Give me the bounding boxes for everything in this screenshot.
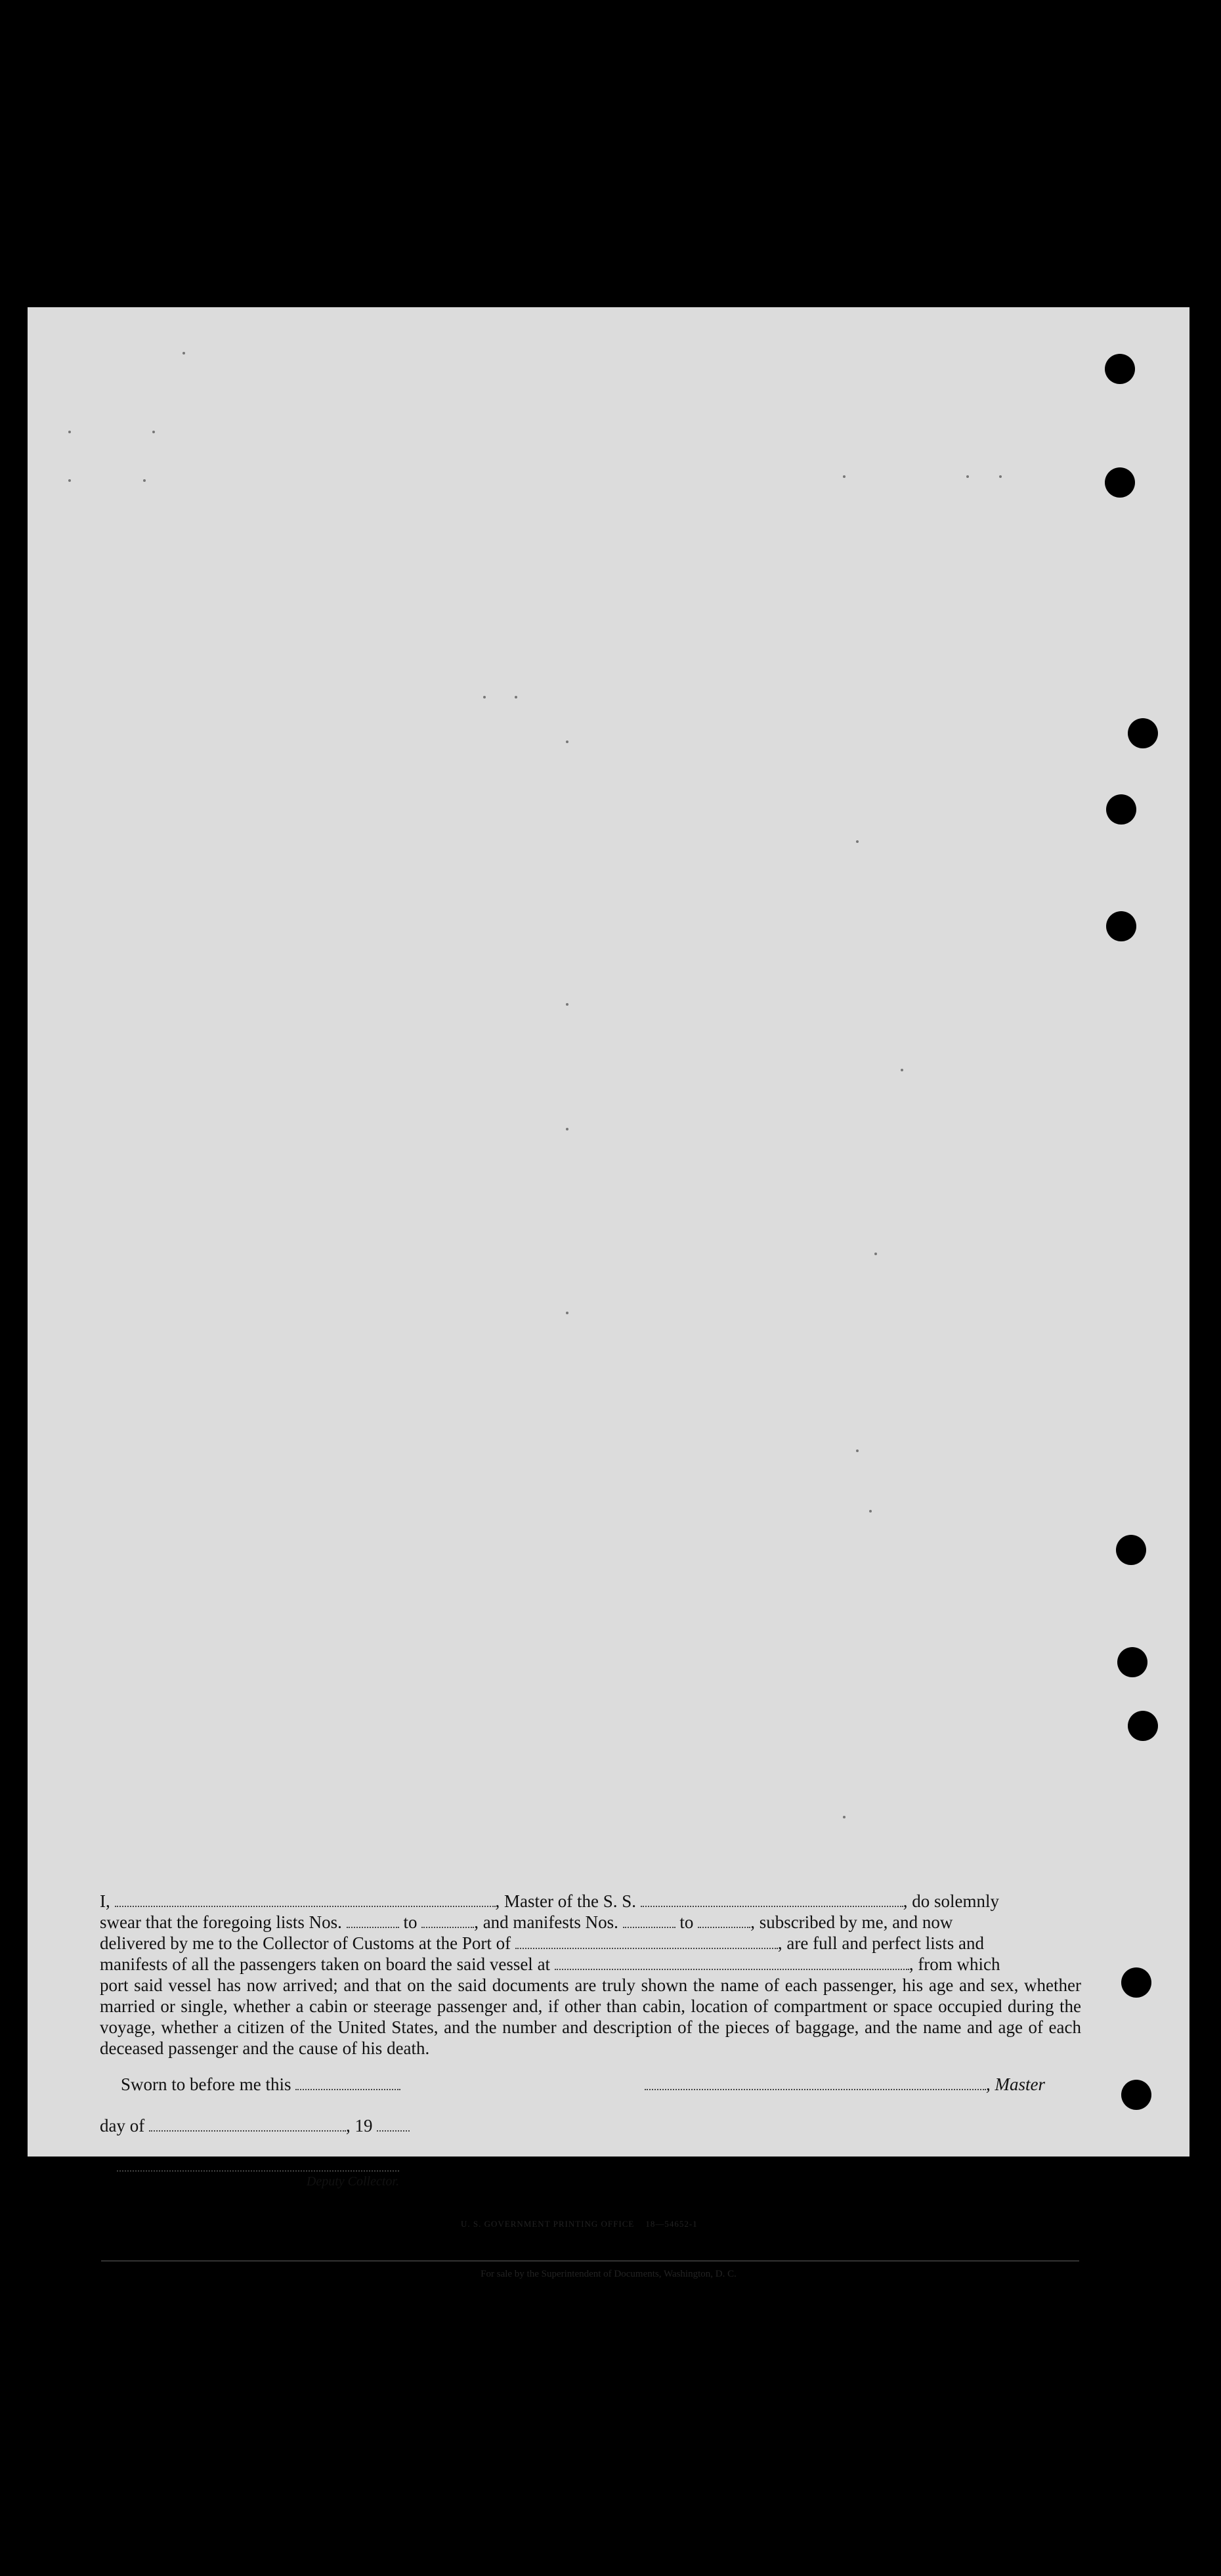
- paper-speck: [566, 741, 568, 743]
- oath-master-label: , Master of the S. S.: [495, 1891, 636, 1911]
- punch-hole: [1116, 1535, 1146, 1565]
- lists-from-blank[interactable]: [347, 1915, 399, 1928]
- year-blank[interactable]: [377, 2118, 410, 2132]
- paper-speck: [68, 431, 71, 433]
- date-row: [100, 2116, 410, 2136]
- master-oath: [100, 1891, 1081, 2059]
- paper-speck: [901, 1069, 903, 1071]
- oath-to-label: to: [403, 1912, 418, 1932]
- form-sheet: [28, 307, 1189, 2279]
- form-number: 18—54652-1: [645, 2219, 698, 2229]
- paper-speck: [843, 1816, 846, 1818]
- oath-body: port said vessel has now arrived; and that on the said documents are truly shown the name of each passenger, his age and sex, whether married or single, whether a cabin or steerage passenger and, if other than cabin, location of compartment or space occupied during the voyage, whether a citizen of the United States, and the number and description of the pieces of baggage, and the name and age of each deceased passenger and the cause of his death.: [100, 1975, 1081, 2058]
- master-label: , Master: [986, 2074, 1045, 2094]
- oath-line-2: [100, 1912, 1081, 1933]
- departure-port-blank[interactable]: [555, 1957, 909, 1970]
- paper-speck: [856, 840, 859, 843]
- oath-port-label: delivered by me to the Collector of Customs at the Port of: [100, 1933, 511, 1953]
- printer-imprint: [461, 2219, 698, 2229]
- oath-i-label: I,: [100, 1891, 110, 1911]
- oath-vessel-at-label: manifests of all the passengers taken on board the said vessel at: [100, 1954, 551, 1974]
- punch-hole: [1128, 718, 1158, 748]
- punch-hole: [1106, 911, 1136, 941]
- paper-speck: [843, 475, 846, 478]
- paper-speck: [999, 475, 1002, 478]
- paper-speck: [566, 1003, 568, 1006]
- punch-hole: [1121, 2080, 1151, 2110]
- printer-note: U. S. GOVERNMENT PRINTING OFFICE: [461, 2219, 635, 2229]
- vessel-name-blank[interactable]: [641, 1894, 903, 1907]
- master-signature-blank[interactable]: [645, 2077, 986, 2090]
- master-name-blank[interactable]: [115, 1894, 496, 1907]
- punch-hole: [1106, 794, 1136, 825]
- oath-to-label-2: to: [679, 1912, 694, 1932]
- paper-speck: [68, 479, 71, 482]
- sworn-row: [121, 2074, 400, 2095]
- year-label: , 19: [345, 2116, 373, 2136]
- oath-subscribed-label: , subscribed by me, and now: [750, 1912, 953, 1932]
- paper-speck: [566, 1128, 568, 1130]
- paper-speck: [182, 352, 185, 354]
- deputy-collector-label: Deputy Collector.: [306, 2174, 399, 2189]
- paper-speck: [143, 479, 146, 482]
- punch-hole: [1117, 1647, 1147, 1677]
- paper-speck: [874, 1253, 877, 1255]
- sworn-label: Sworn to before me this: [121, 2074, 291, 2094]
- port-blank[interactable]: [515, 1936, 778, 1949]
- month-blank[interactable]: [149, 2118, 346, 2132]
- lists-to-blank[interactable]: [421, 1915, 474, 1928]
- oath-manifests-label: , and manifests Nos.: [474, 1912, 618, 1932]
- paper-speck: [966, 475, 969, 478]
- oath-line-4: [100, 1954, 1081, 1975]
- oath-line-1: [100, 1891, 1081, 1912]
- punch-hole: [1105, 354, 1135, 384]
- deputy-signature-blank[interactable]: [117, 2158, 399, 2172]
- paper-speck: [483, 696, 486, 698]
- oath-from-which-label: , from which: [909, 1954, 1000, 1974]
- punch-hole: [1128, 1711, 1158, 1741]
- punch-hole: [1121, 1967, 1151, 1998]
- punch-hole: [1105, 467, 1135, 498]
- paper-speck: [856, 1449, 859, 1452]
- oath-lists-label: swear that the foregoing lists Nos.: [100, 1912, 342, 1932]
- footer-sale-note: For sale by the Superintendent of Documents, Washington, D. C.: [481, 2269, 737, 2279]
- oath-full-label: , are full and perfect lists and: [777, 1933, 985, 1953]
- manifests-to-blank[interactable]: [698, 1915, 750, 1928]
- paper-speck: [152, 431, 155, 433]
- day-of-label: day of: [100, 2116, 145, 2136]
- oath-solemnly-label: , do solemnly: [903, 1891, 999, 1911]
- paper-speck: [566, 1312, 568, 1314]
- oath-line-3: [100, 1933, 1081, 1954]
- paper-speck: [869, 1510, 872, 1513]
- footer-rule: [101, 2260, 1079, 2262]
- master-signature-row: [645, 2074, 1045, 2095]
- deputy-row: [117, 2158, 399, 2189]
- manifests-from-blank[interactable]: [623, 1915, 675, 1928]
- sworn-day-blank[interactable]: [295, 2077, 400, 2090]
- paper-speck: [515, 696, 517, 698]
